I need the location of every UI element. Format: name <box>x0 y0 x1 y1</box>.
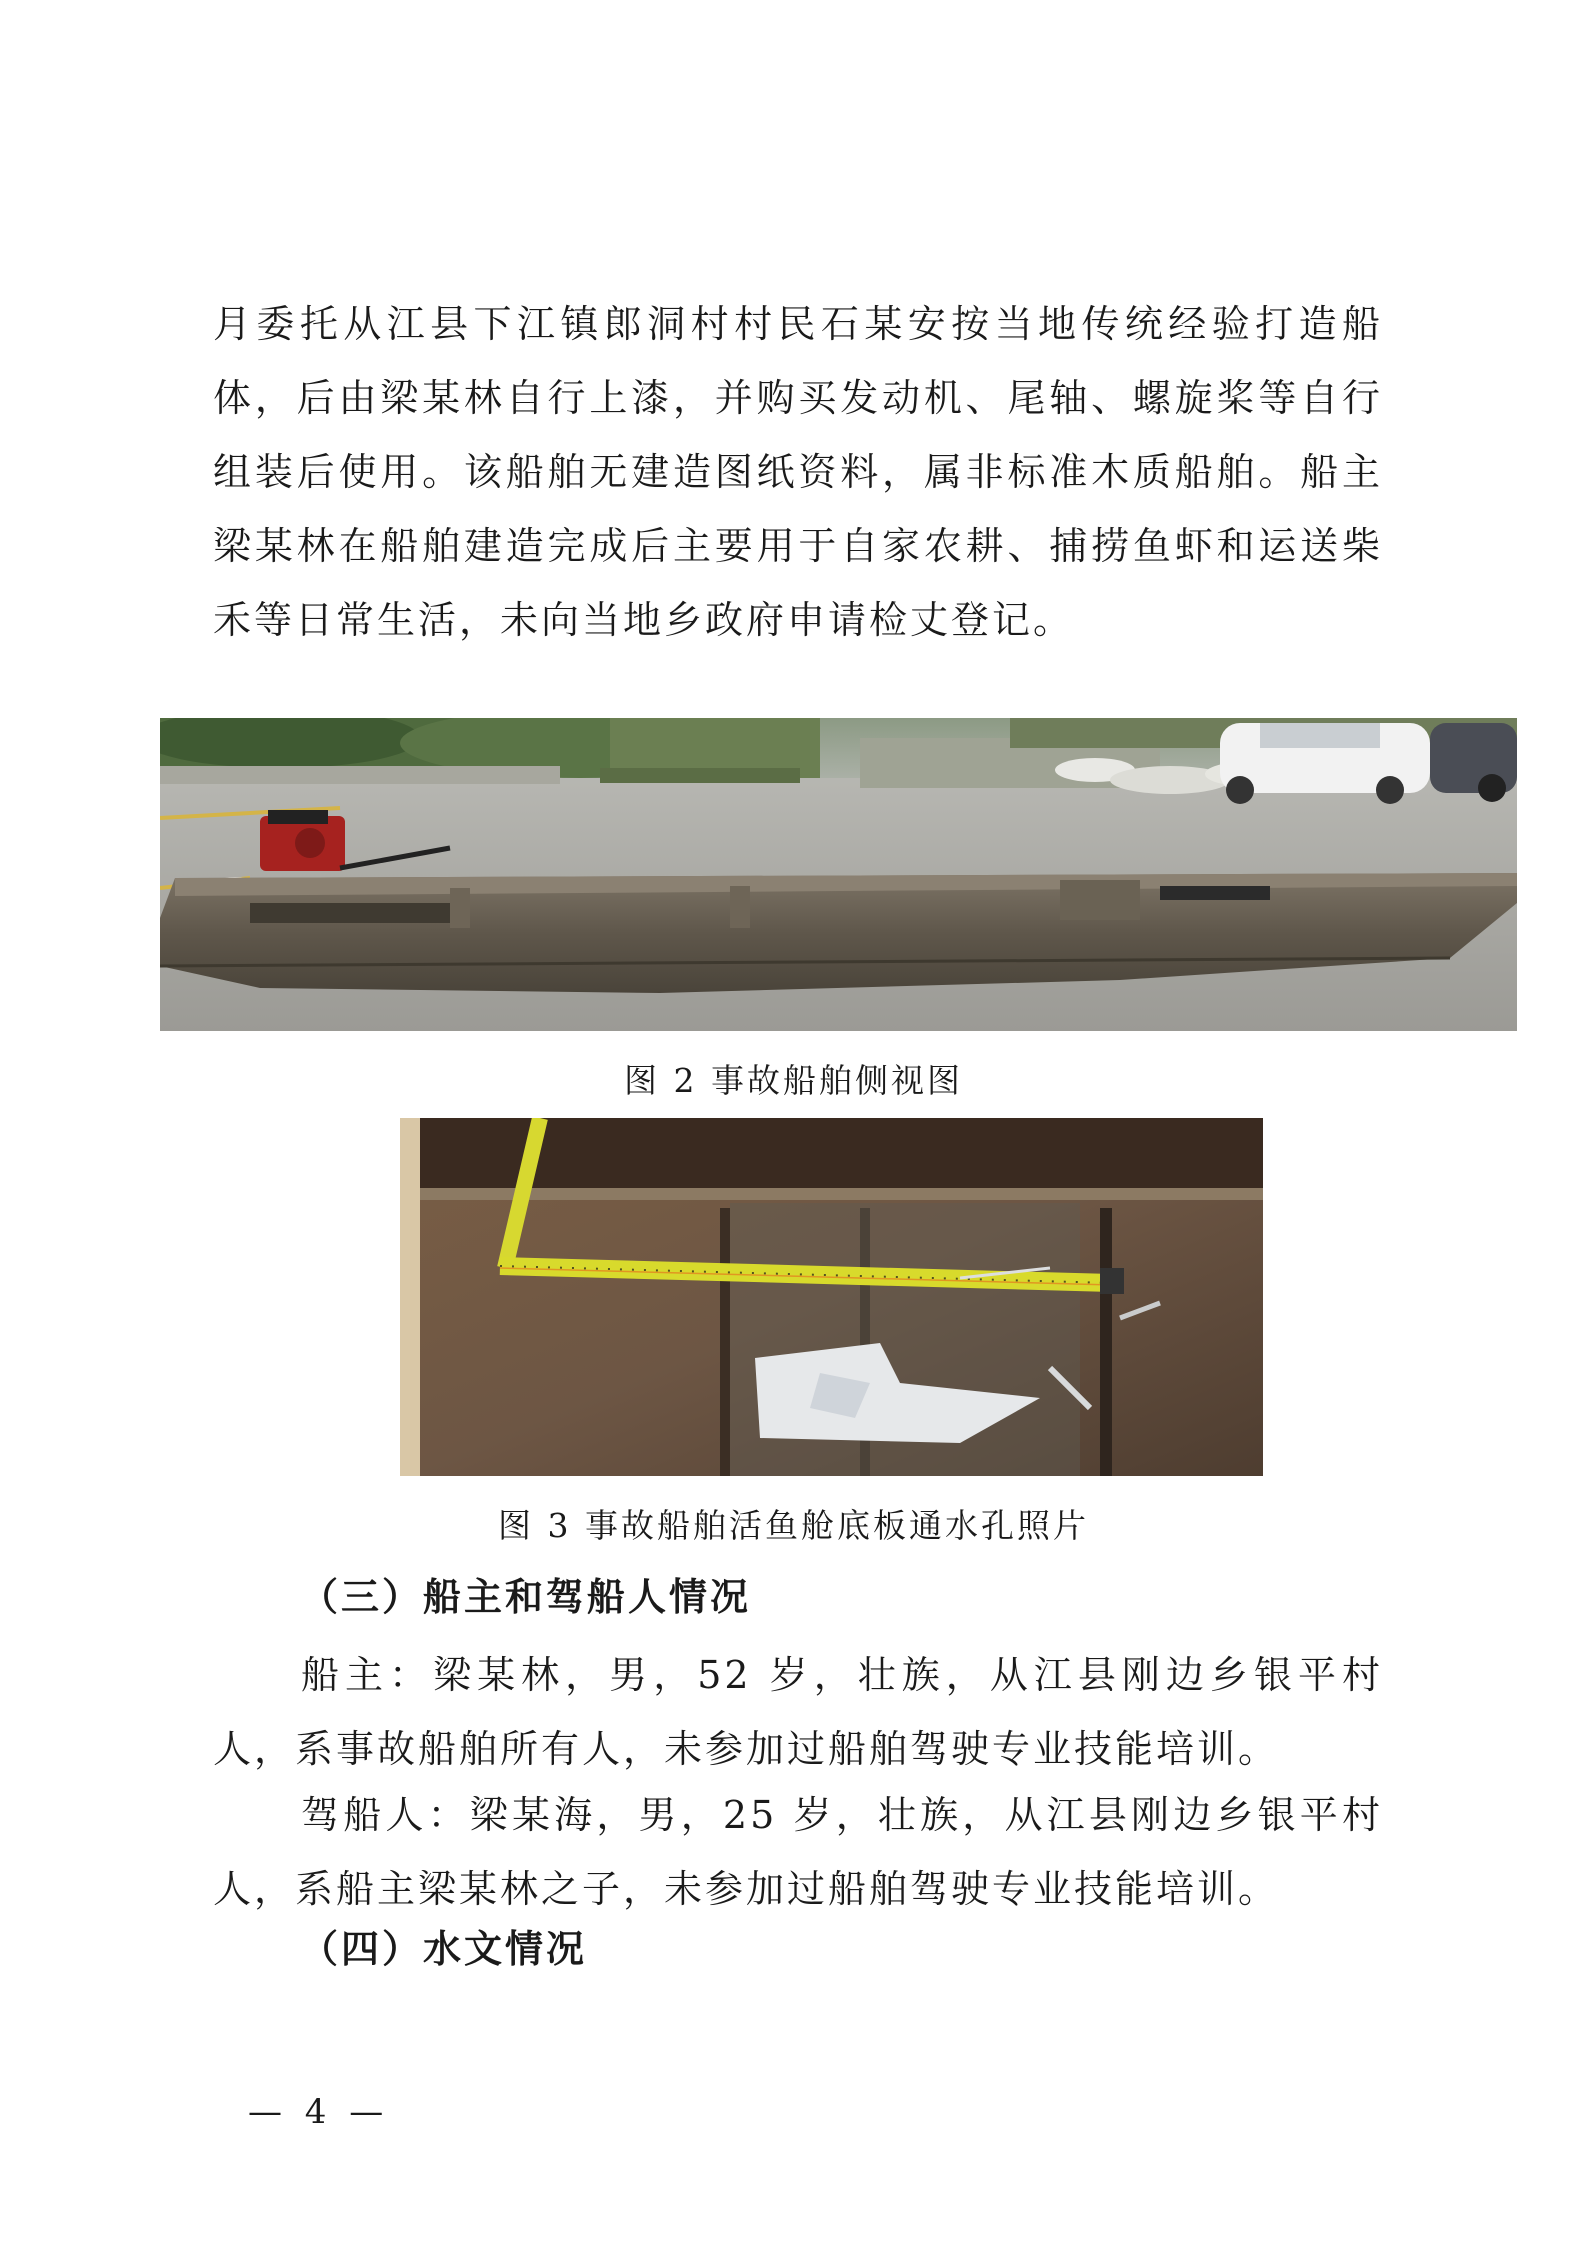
page-number: — 4 — <box>248 2092 390 2132</box>
section-4-heading: （四）水文情况 <box>300 1926 588 1971</box>
figure-3-caption: 图 3 事故船舶活鱼舱底板通水孔照片 <box>498 1506 1089 1545</box>
driver-paragraph: 驾船人：梁某海，男，25 岁，壮族，从江县刚边乡银平村人，系船主梁某林之子，未参加过船舶驾驶专业技能培训。 <box>213 1793 1383 1911</box>
section-3-heading: （三）船主和驾船人情况 <box>300 1574 752 1619</box>
figure-2-caption: 图 2 事故船舶侧视图 <box>624 1061 963 1100</box>
owner-paragraph: 船主：梁某林，男，52 岁，壮族，从江县刚边乡银平村人，系事故船舶所有人，未参加过船舶驾驶专业技能培训。 <box>213 1653 1383 1771</box>
figure-3-compartment-floor-photo <box>400 1118 1263 1476</box>
figure-2-boat-side-view-photo <box>160 718 1517 1031</box>
intro-paragraph: 月委托从江县下江镇郎洞村村民石某安按当地传统经验打造船体，后由梁某林自行上漆，并购买发动机、尾轴、螺旋桨等自行组装后使用。该船舶无建造图纸资料，属非标准木质船舶。船主梁某林在船舶建造完成后主要用于自家农耕、捕捞鱼虾和运送柴禾等日常生活，未向当地乡政府申请检丈登记。 <box>213 302 1383 642</box>
